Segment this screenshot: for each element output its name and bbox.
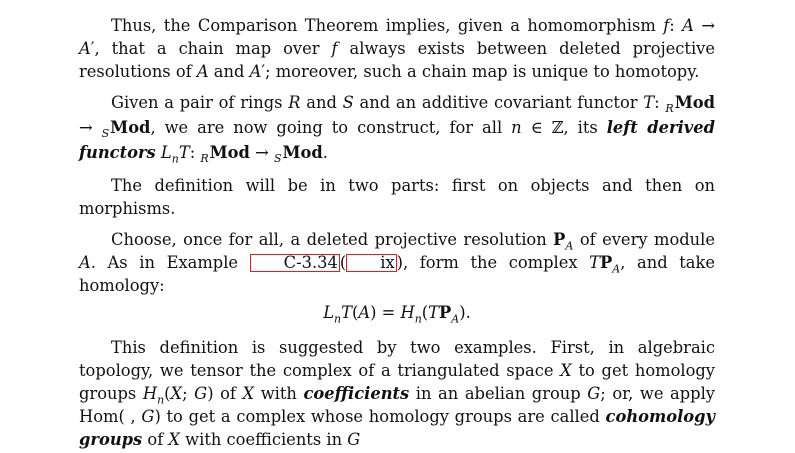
text: of: [142, 430, 169, 449]
emphasis-term: coefficients: [303, 384, 410, 403]
text: ) to get a complex whose homology groups are called: [154, 407, 606, 426]
text: , we are now going to construct, for all: [150, 118, 512, 137]
paragraph-examples: This definition is suggested by two examples. First, in algebraic topology, we tensor the complex of a triangulated space X to get homology groups $H_n(X$; G) of X with coefficients in an abelian group G; or, we apply Hom( , G) to get a complex whose homology groups are called cohomology groups of X with coefficients in G: [79, 338, 715, 449]
text: ; or, we apply Hom( ,: [79, 384, 715, 426]
example-reference-link[interactable]: C-3.34: [250, 254, 340, 272]
text: always exists between deleted projective resolutions of: [79, 39, 715, 81]
text: and an additive covariant functor: [353, 93, 644, 112]
emphasis-term: cohomology groups: [79, 407, 715, 449]
item-reference-link[interactable]: ix: [346, 254, 396, 272]
page-content: [79, 14, 715, 453]
mod-label: Mod: [282, 143, 323, 162]
text: ; moreover, such a chain map is unique to homotopy.: [265, 62, 700, 81]
emphasis-term: left derived functors: [79, 118, 715, 162]
text: of: [213, 384, 243, 403]
text: Thus, the Comparison Theorem implies, given a homomorphism: [111, 16, 664, 35]
paragraph-derived-functors: Given a pair of rings R and S and an additive covariant functor T: $_R$Mod → $_S$Mod, we are now going to construct, for all n ∈ ℤ, its left derived functors $L_nT$: $_R$Mod → $_S$Mod.: [79, 93, 715, 166]
paragraph-comparison-theorem: Thus, the Comparison Theorem implies, given a homomorphism f: A → A′, that a chain map over f always exists between deleted projective resolutions of A and A′; moreover, such a chain map is unique to homotopy.: [79, 16, 715, 81]
text: with: [254, 384, 304, 403]
text: that a chain map over: [111, 39, 332, 58]
text: , its: [563, 118, 607, 137]
mod-label: Mod: [110, 118, 151, 137]
text: of every module: [573, 230, 715, 249]
text: . As in Example: [90, 253, 250, 272]
text: Given a pair of rings: [111, 93, 289, 112]
mod-label: Mod: [209, 143, 250, 162]
paragraph-definition-parts: The definition will be in two parts: first on objects and then on morphisms.: [79, 176, 715, 218]
text: and: [208, 62, 250, 81]
text: , and take homology:: [79, 253, 715, 295]
display-equation: $L_nT(A) = H_n(TP_A)$.: [323, 303, 471, 326]
paragraph-resolution: Choose, once for all, a deleted projective resolution $P_A$ of every module A. As in Example C-3.34 ( ix ), form the complex $TP_A$, and take homology:: [79, 230, 715, 295]
text: This definition is suggested by two examples. First, in algebraic topology, we tensor the complex of a triangulated space: [79, 338, 715, 380]
text: and: [300, 93, 343, 112]
text: Choose, once for all, a deleted projective resolution: [111, 230, 554, 249]
mod-label: Mod: [674, 93, 715, 112]
text: ), form the complex: [396, 253, 590, 272]
text: to get homology groups: [79, 361, 715, 403]
text: with coefficients in: [180, 430, 348, 449]
text: in an abelian group: [409, 384, 588, 403]
